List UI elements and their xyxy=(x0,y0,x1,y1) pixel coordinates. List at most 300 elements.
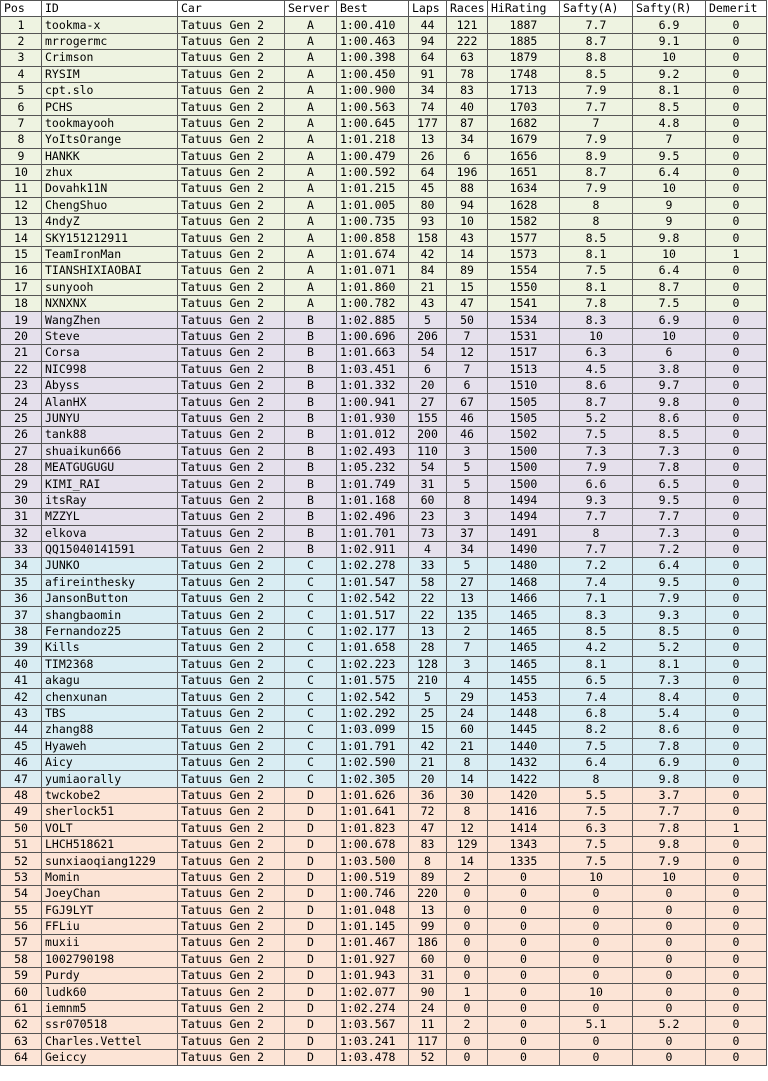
server-cell: A xyxy=(285,66,337,82)
pos-cell: 62 xyxy=(1,1017,42,1033)
col-header-best: Best xyxy=(337,1,409,17)
server-cell: C xyxy=(285,705,337,721)
pos-cell: 2 xyxy=(1,33,42,49)
safty-r-cell: 3.8 xyxy=(633,361,706,377)
races-cell: 2 xyxy=(447,869,488,885)
best-cell: 1:02.278 xyxy=(337,558,409,574)
laps-cell: 99 xyxy=(409,918,447,934)
best-cell: 1:01.071 xyxy=(337,263,409,279)
best-cell: 1:00.858 xyxy=(337,230,409,246)
best-cell: 1:03.099 xyxy=(337,722,409,738)
safty-r-cell: 5.2 xyxy=(633,640,706,656)
table-row xyxy=(1,902,767,918)
best-cell: 1:01.168 xyxy=(337,492,409,508)
table-row xyxy=(1,427,767,443)
hirating-cell: 1550 xyxy=(488,279,560,295)
best-cell: 1:00.678 xyxy=(337,836,409,852)
races-cell: 5 xyxy=(447,558,488,574)
safty-r-cell: 10 xyxy=(633,246,706,262)
races-cell: 78 xyxy=(447,66,488,82)
server-cell: C xyxy=(285,574,337,590)
id-cell: WangZhen xyxy=(42,312,178,328)
id-cell: RYSIM xyxy=(42,66,178,82)
table-row xyxy=(1,459,767,475)
safty-a-cell: 8.6 xyxy=(560,377,633,393)
best-cell: 1:01.626 xyxy=(337,787,409,803)
safty-a-cell: 7.7 xyxy=(560,509,633,525)
hirating-cell: 1885 xyxy=(488,33,560,49)
server-cell: D xyxy=(285,1050,337,1066)
server-cell: A xyxy=(285,197,337,213)
demerit-cell: 0 xyxy=(706,115,767,131)
hirating-cell: 1887 xyxy=(488,17,560,33)
hirating-cell: 0 xyxy=(488,1050,560,1066)
car-cell: Tatuus Gen 2 xyxy=(178,853,285,869)
demerit-cell: 0 xyxy=(706,99,767,115)
hirating-cell: 1628 xyxy=(488,197,560,213)
table-row xyxy=(1,836,767,852)
col-header-hirating: HiRating xyxy=(488,1,560,17)
table-row xyxy=(1,1000,767,1016)
table-row xyxy=(1,984,767,1000)
table-row xyxy=(1,164,767,180)
car-cell: Tatuus Gen 2 xyxy=(178,640,285,656)
demerit-cell: 0 xyxy=(706,902,767,918)
car-cell: Tatuus Gen 2 xyxy=(178,886,285,902)
demerit-cell: 0 xyxy=(706,640,767,656)
pos-cell: 40 xyxy=(1,656,42,672)
table-row xyxy=(1,410,767,426)
best-cell: 1:02.496 xyxy=(337,509,409,525)
pos-cell: 38 xyxy=(1,623,42,639)
id-cell: PCHS xyxy=(42,99,178,115)
demerit-cell: 0 xyxy=(706,754,767,770)
laps-cell: 83 xyxy=(409,836,447,852)
pos-cell: 7 xyxy=(1,115,42,131)
id-cell: tookmayooh xyxy=(42,115,178,131)
hirating-cell: 0 xyxy=(488,1017,560,1033)
server-cell: A xyxy=(285,263,337,279)
safty-r-cell: 7.7 xyxy=(633,509,706,525)
safty-r-cell: 7.9 xyxy=(633,591,706,607)
pos-cell: 64 xyxy=(1,1050,42,1066)
hirating-cell: 1420 xyxy=(488,787,560,803)
safty-r-cell: 9 xyxy=(633,214,706,230)
safty-a-cell: 6.3 xyxy=(560,345,633,361)
safty-r-cell: 9.8 xyxy=(633,836,706,852)
hirating-cell: 1500 xyxy=(488,443,560,459)
laps-cell: 128 xyxy=(409,656,447,672)
best-cell: 1:01.749 xyxy=(337,476,409,492)
pos-cell: 3 xyxy=(1,50,42,66)
safty-r-cell: 9.8 xyxy=(633,230,706,246)
safty-a-cell: 7.3 xyxy=(560,443,633,459)
hirating-cell: 1453 xyxy=(488,689,560,705)
safty-r-cell: 9.8 xyxy=(633,394,706,410)
safty-a-cell: 8.5 xyxy=(560,623,633,639)
safty-a-cell: 5.2 xyxy=(560,410,633,426)
pos-cell: 45 xyxy=(1,738,42,754)
laps-cell: 21 xyxy=(409,754,447,770)
laps-cell: 73 xyxy=(409,525,447,541)
car-cell: Tatuus Gen 2 xyxy=(178,476,285,492)
safty-a-cell: 7.9 xyxy=(560,82,633,98)
best-cell: 1:00.519 xyxy=(337,869,409,885)
id-cell: itsRay xyxy=(42,492,178,508)
pos-cell: 20 xyxy=(1,328,42,344)
pos-cell: 37 xyxy=(1,607,42,623)
laps-cell: 22 xyxy=(409,607,447,623)
races-cell: 7 xyxy=(447,640,488,656)
car-cell: Tatuus Gen 2 xyxy=(178,492,285,508)
server-cell: A xyxy=(285,181,337,197)
races-cell: 8 xyxy=(447,492,488,508)
col-header-pos: Pos xyxy=(1,1,42,17)
safty-a-cell: 0 xyxy=(560,968,633,984)
pos-cell: 59 xyxy=(1,968,42,984)
demerit-cell: 0 xyxy=(706,164,767,180)
races-cell: 15 xyxy=(447,279,488,295)
demerit-cell: 0 xyxy=(706,459,767,475)
car-cell: Tatuus Gen 2 xyxy=(178,787,285,803)
laps-cell: 13 xyxy=(409,902,447,918)
id-cell: NIC998 xyxy=(42,361,178,377)
hirating-cell: 1480 xyxy=(488,558,560,574)
safty-a-cell: 0 xyxy=(560,1033,633,1049)
table-row xyxy=(1,918,767,934)
races-cell: 0 xyxy=(447,1050,488,1066)
server-cell: A xyxy=(285,17,337,33)
car-cell: Tatuus Gen 2 xyxy=(178,132,285,148)
pos-cell: 36 xyxy=(1,591,42,607)
table-row xyxy=(1,574,767,590)
safty-a-cell: 7.5 xyxy=(560,427,633,443)
safty-r-cell: 9.7 xyxy=(633,377,706,393)
hirating-cell: 1541 xyxy=(488,296,560,312)
id-cell: Steve xyxy=(42,328,178,344)
races-cell: 34 xyxy=(447,541,488,557)
car-cell: Tatuus Gen 2 xyxy=(178,771,285,787)
pos-cell: 41 xyxy=(1,673,42,689)
safty-r-cell: 6.4 xyxy=(633,164,706,180)
id-cell: zhux xyxy=(42,164,178,180)
races-cell: 88 xyxy=(447,181,488,197)
pos-cell: 54 xyxy=(1,886,42,902)
car-cell: Tatuus Gen 2 xyxy=(178,459,285,475)
safty-a-cell: 0 xyxy=(560,1000,633,1016)
table-row xyxy=(1,345,767,361)
safty-r-cell: 7.8 xyxy=(633,459,706,475)
table-row xyxy=(1,394,767,410)
car-cell: Tatuus Gen 2 xyxy=(178,181,285,197)
hirating-cell: 0 xyxy=(488,918,560,934)
table-row xyxy=(1,492,767,508)
races-cell: 29 xyxy=(447,689,488,705)
car-cell: Tatuus Gen 2 xyxy=(178,1017,285,1033)
pos-cell: 52 xyxy=(1,853,42,869)
races-cell: 222 xyxy=(447,33,488,49)
demerit-cell: 0 xyxy=(706,836,767,852)
table-row xyxy=(1,640,767,656)
safty-r-cell: 8.6 xyxy=(633,722,706,738)
table-row xyxy=(1,312,767,328)
demerit-cell: 0 xyxy=(706,804,767,820)
safty-r-cell: 9.5 xyxy=(633,148,706,164)
server-cell: D xyxy=(285,853,337,869)
id-cell: MEATGUGUGU xyxy=(42,459,178,475)
best-cell: 1:00.563 xyxy=(337,99,409,115)
id-cell: Corsa xyxy=(42,345,178,361)
races-cell: 63 xyxy=(447,50,488,66)
demerit-cell: 0 xyxy=(706,361,767,377)
races-cell: 196 xyxy=(447,164,488,180)
safty-a-cell: 0 xyxy=(560,935,633,951)
best-cell: 1:00.410 xyxy=(337,17,409,33)
safty-r-cell: 6 xyxy=(633,345,706,361)
best-cell: 1:01.674 xyxy=(337,246,409,262)
laps-cell: 24 xyxy=(409,1000,447,1016)
id-cell: twckobe2 xyxy=(42,787,178,803)
races-cell: 3 xyxy=(447,656,488,672)
server-cell: B xyxy=(285,345,337,361)
id-cell: NXNXNX xyxy=(42,296,178,312)
hirating-cell: 1651 xyxy=(488,164,560,180)
laps-cell: 64 xyxy=(409,50,447,66)
server-cell: A xyxy=(285,33,337,49)
hirating-cell: 1500 xyxy=(488,476,560,492)
safty-r-cell: 9 xyxy=(633,197,706,213)
laps-cell: 42 xyxy=(409,738,447,754)
car-cell: Tatuus Gen 2 xyxy=(178,591,285,607)
hirating-cell: 1510 xyxy=(488,377,560,393)
car-cell: Tatuus Gen 2 xyxy=(178,754,285,770)
safty-a-cell: 8.1 xyxy=(560,279,633,295)
safty-a-cell: 0 xyxy=(560,1050,633,1066)
laps-cell: 13 xyxy=(409,623,447,639)
hirating-cell: 1494 xyxy=(488,509,560,525)
col-header-server: Server xyxy=(285,1,337,17)
laps-cell: 80 xyxy=(409,197,447,213)
demerit-cell: 0 xyxy=(706,574,767,590)
races-cell: 40 xyxy=(447,99,488,115)
id-cell: Purdy xyxy=(42,968,178,984)
best-cell: 1:00.696 xyxy=(337,328,409,344)
hirating-cell: 0 xyxy=(488,869,560,885)
id-cell: Momin xyxy=(42,869,178,885)
best-cell: 1:01.547 xyxy=(337,574,409,590)
header-row xyxy=(1,1,767,17)
laps-cell: 186 xyxy=(409,935,447,951)
demerit-cell: 0 xyxy=(706,296,767,312)
safty-r-cell: 7.2 xyxy=(633,541,706,557)
id-cell: iemnm5 xyxy=(42,1000,178,1016)
pos-cell: 56 xyxy=(1,918,42,934)
safty-a-cell: 8 xyxy=(560,214,633,230)
pos-cell: 23 xyxy=(1,377,42,393)
best-cell: 1:01.701 xyxy=(337,525,409,541)
safty-r-cell: 9.3 xyxy=(633,607,706,623)
id-cell: Aicy xyxy=(42,754,178,770)
laps-cell: 4 xyxy=(409,541,447,557)
col-header-car: Car xyxy=(178,1,285,17)
server-cell: C xyxy=(285,771,337,787)
table-row xyxy=(1,853,767,869)
demerit-cell: 0 xyxy=(706,607,767,623)
hirating-cell: 1713 xyxy=(488,82,560,98)
server-cell: D xyxy=(285,1033,337,1049)
id-cell: cpt.slo xyxy=(42,82,178,98)
laps-cell: 93 xyxy=(409,214,447,230)
server-cell: B xyxy=(285,525,337,541)
car-cell: Tatuus Gen 2 xyxy=(178,66,285,82)
table-row xyxy=(1,263,767,279)
safty-a-cell: 6.6 xyxy=(560,476,633,492)
best-cell: 1:02.911 xyxy=(337,541,409,557)
laps-cell: 11 xyxy=(409,1017,447,1033)
races-cell: 135 xyxy=(447,607,488,623)
safty-a-cell: 10 xyxy=(560,984,633,1000)
safty-r-cell: 4.8 xyxy=(633,115,706,131)
pos-cell: 13 xyxy=(1,214,42,230)
races-cell: 0 xyxy=(447,1033,488,1049)
car-cell: Tatuus Gen 2 xyxy=(178,836,285,852)
best-cell: 1:00.735 xyxy=(337,214,409,230)
demerit-cell: 0 xyxy=(706,181,767,197)
laps-cell: 220 xyxy=(409,886,447,902)
best-cell: 1:02.493 xyxy=(337,443,409,459)
table-row xyxy=(1,296,767,312)
safty-r-cell: 9.5 xyxy=(633,574,706,590)
safty-a-cell: 8.3 xyxy=(560,312,633,328)
server-cell: A xyxy=(285,99,337,115)
id-cell: QQ15040141591 xyxy=(42,541,178,557)
id-cell: TeamIronMan xyxy=(42,246,178,262)
pos-cell: 19 xyxy=(1,312,42,328)
safty-r-cell: 9.2 xyxy=(633,66,706,82)
table-row xyxy=(1,1017,767,1033)
server-cell: B xyxy=(285,492,337,508)
demerit-cell: 0 xyxy=(706,394,767,410)
best-cell: 1:02.590 xyxy=(337,754,409,770)
id-cell: Geiccy xyxy=(42,1050,178,1066)
laps-cell: 23 xyxy=(409,509,447,525)
table-row xyxy=(1,66,767,82)
races-cell: 6 xyxy=(447,148,488,164)
hirating-cell: 1440 xyxy=(488,738,560,754)
races-cell: 5 xyxy=(447,476,488,492)
demerit-cell: 0 xyxy=(706,705,767,721)
safty-r-cell: 7.9 xyxy=(633,853,706,869)
laps-cell: 28 xyxy=(409,640,447,656)
hirating-cell: 1573 xyxy=(488,246,560,262)
server-cell: B xyxy=(285,459,337,475)
safty-r-cell: 7.5 xyxy=(633,296,706,312)
server-cell: A xyxy=(285,230,337,246)
safty-a-cell: 7.5 xyxy=(560,804,633,820)
pos-cell: 16 xyxy=(1,263,42,279)
safty-r-cell: 8.1 xyxy=(633,82,706,98)
safty-r-cell: 0 xyxy=(633,1033,706,1049)
races-cell: 46 xyxy=(447,410,488,426)
demerit-cell: 0 xyxy=(706,17,767,33)
safty-r-cell: 7.7 xyxy=(633,804,706,820)
demerit-cell: 0 xyxy=(706,82,767,98)
safty-a-cell: 8.9 xyxy=(560,148,633,164)
safty-a-cell: 8.7 xyxy=(560,394,633,410)
races-cell: 0 xyxy=(447,1000,488,1016)
hirating-cell: 1432 xyxy=(488,754,560,770)
laps-cell: 91 xyxy=(409,66,447,82)
hirating-cell: 1879 xyxy=(488,50,560,66)
safty-r-cell: 10 xyxy=(633,328,706,344)
table-row xyxy=(1,115,767,131)
demerit-cell: 0 xyxy=(706,787,767,803)
best-cell: 1:00.398 xyxy=(337,50,409,66)
id-cell: yumiaorally xyxy=(42,771,178,787)
car-cell: Tatuus Gen 2 xyxy=(178,230,285,246)
server-cell: D xyxy=(285,951,337,967)
laps-cell: 21 xyxy=(409,279,447,295)
best-cell: 1:03.500 xyxy=(337,853,409,869)
races-cell: 4 xyxy=(447,673,488,689)
hirating-cell: 1554 xyxy=(488,263,560,279)
demerit-cell: 0 xyxy=(706,1000,767,1016)
server-cell: A xyxy=(285,148,337,164)
server-cell: D xyxy=(285,1017,337,1033)
best-cell: 1:01.517 xyxy=(337,607,409,623)
races-cell: 12 xyxy=(447,345,488,361)
col-header-id: ID xyxy=(42,1,178,17)
car-cell: Tatuus Gen 2 xyxy=(178,804,285,820)
laps-cell: 60 xyxy=(409,951,447,967)
best-cell: 1:01.145 xyxy=(337,918,409,934)
best-cell: 1:00.746 xyxy=(337,886,409,902)
safty-r-cell: 6.4 xyxy=(633,263,706,279)
laps-cell: 74 xyxy=(409,99,447,115)
safty-a-cell: 7 xyxy=(560,115,633,131)
server-cell: C xyxy=(285,738,337,754)
laps-cell: 20 xyxy=(409,377,447,393)
hirating-cell: 1500 xyxy=(488,459,560,475)
pos-cell: 14 xyxy=(1,230,42,246)
table-row xyxy=(1,443,767,459)
laps-cell: 58 xyxy=(409,574,447,590)
pos-cell: 15 xyxy=(1,246,42,262)
car-cell: Tatuus Gen 2 xyxy=(178,197,285,213)
id-cell: muxii xyxy=(42,935,178,951)
safty-r-cell: 6.9 xyxy=(633,312,706,328)
races-cell: 89 xyxy=(447,263,488,279)
safty-a-cell: 7.2 xyxy=(560,558,633,574)
hirating-cell: 1335 xyxy=(488,853,560,869)
id-cell: TIM2368 xyxy=(42,656,178,672)
table-row xyxy=(1,509,767,525)
laps-cell: 60 xyxy=(409,492,447,508)
hirating-cell: 1505 xyxy=(488,410,560,426)
hirating-cell: 0 xyxy=(488,984,560,1000)
safty-a-cell: 0 xyxy=(560,902,633,918)
demerit-cell: 0 xyxy=(706,1050,767,1066)
laps-cell: 64 xyxy=(409,164,447,180)
hirating-cell: 1416 xyxy=(488,804,560,820)
table-row xyxy=(1,1050,767,1066)
best-cell: 1:01.791 xyxy=(337,738,409,754)
races-cell: 37 xyxy=(447,525,488,541)
races-cell: 121 xyxy=(447,17,488,33)
table-row xyxy=(1,656,767,672)
laps-cell: 44 xyxy=(409,17,447,33)
laps-cell: 52 xyxy=(409,1050,447,1066)
